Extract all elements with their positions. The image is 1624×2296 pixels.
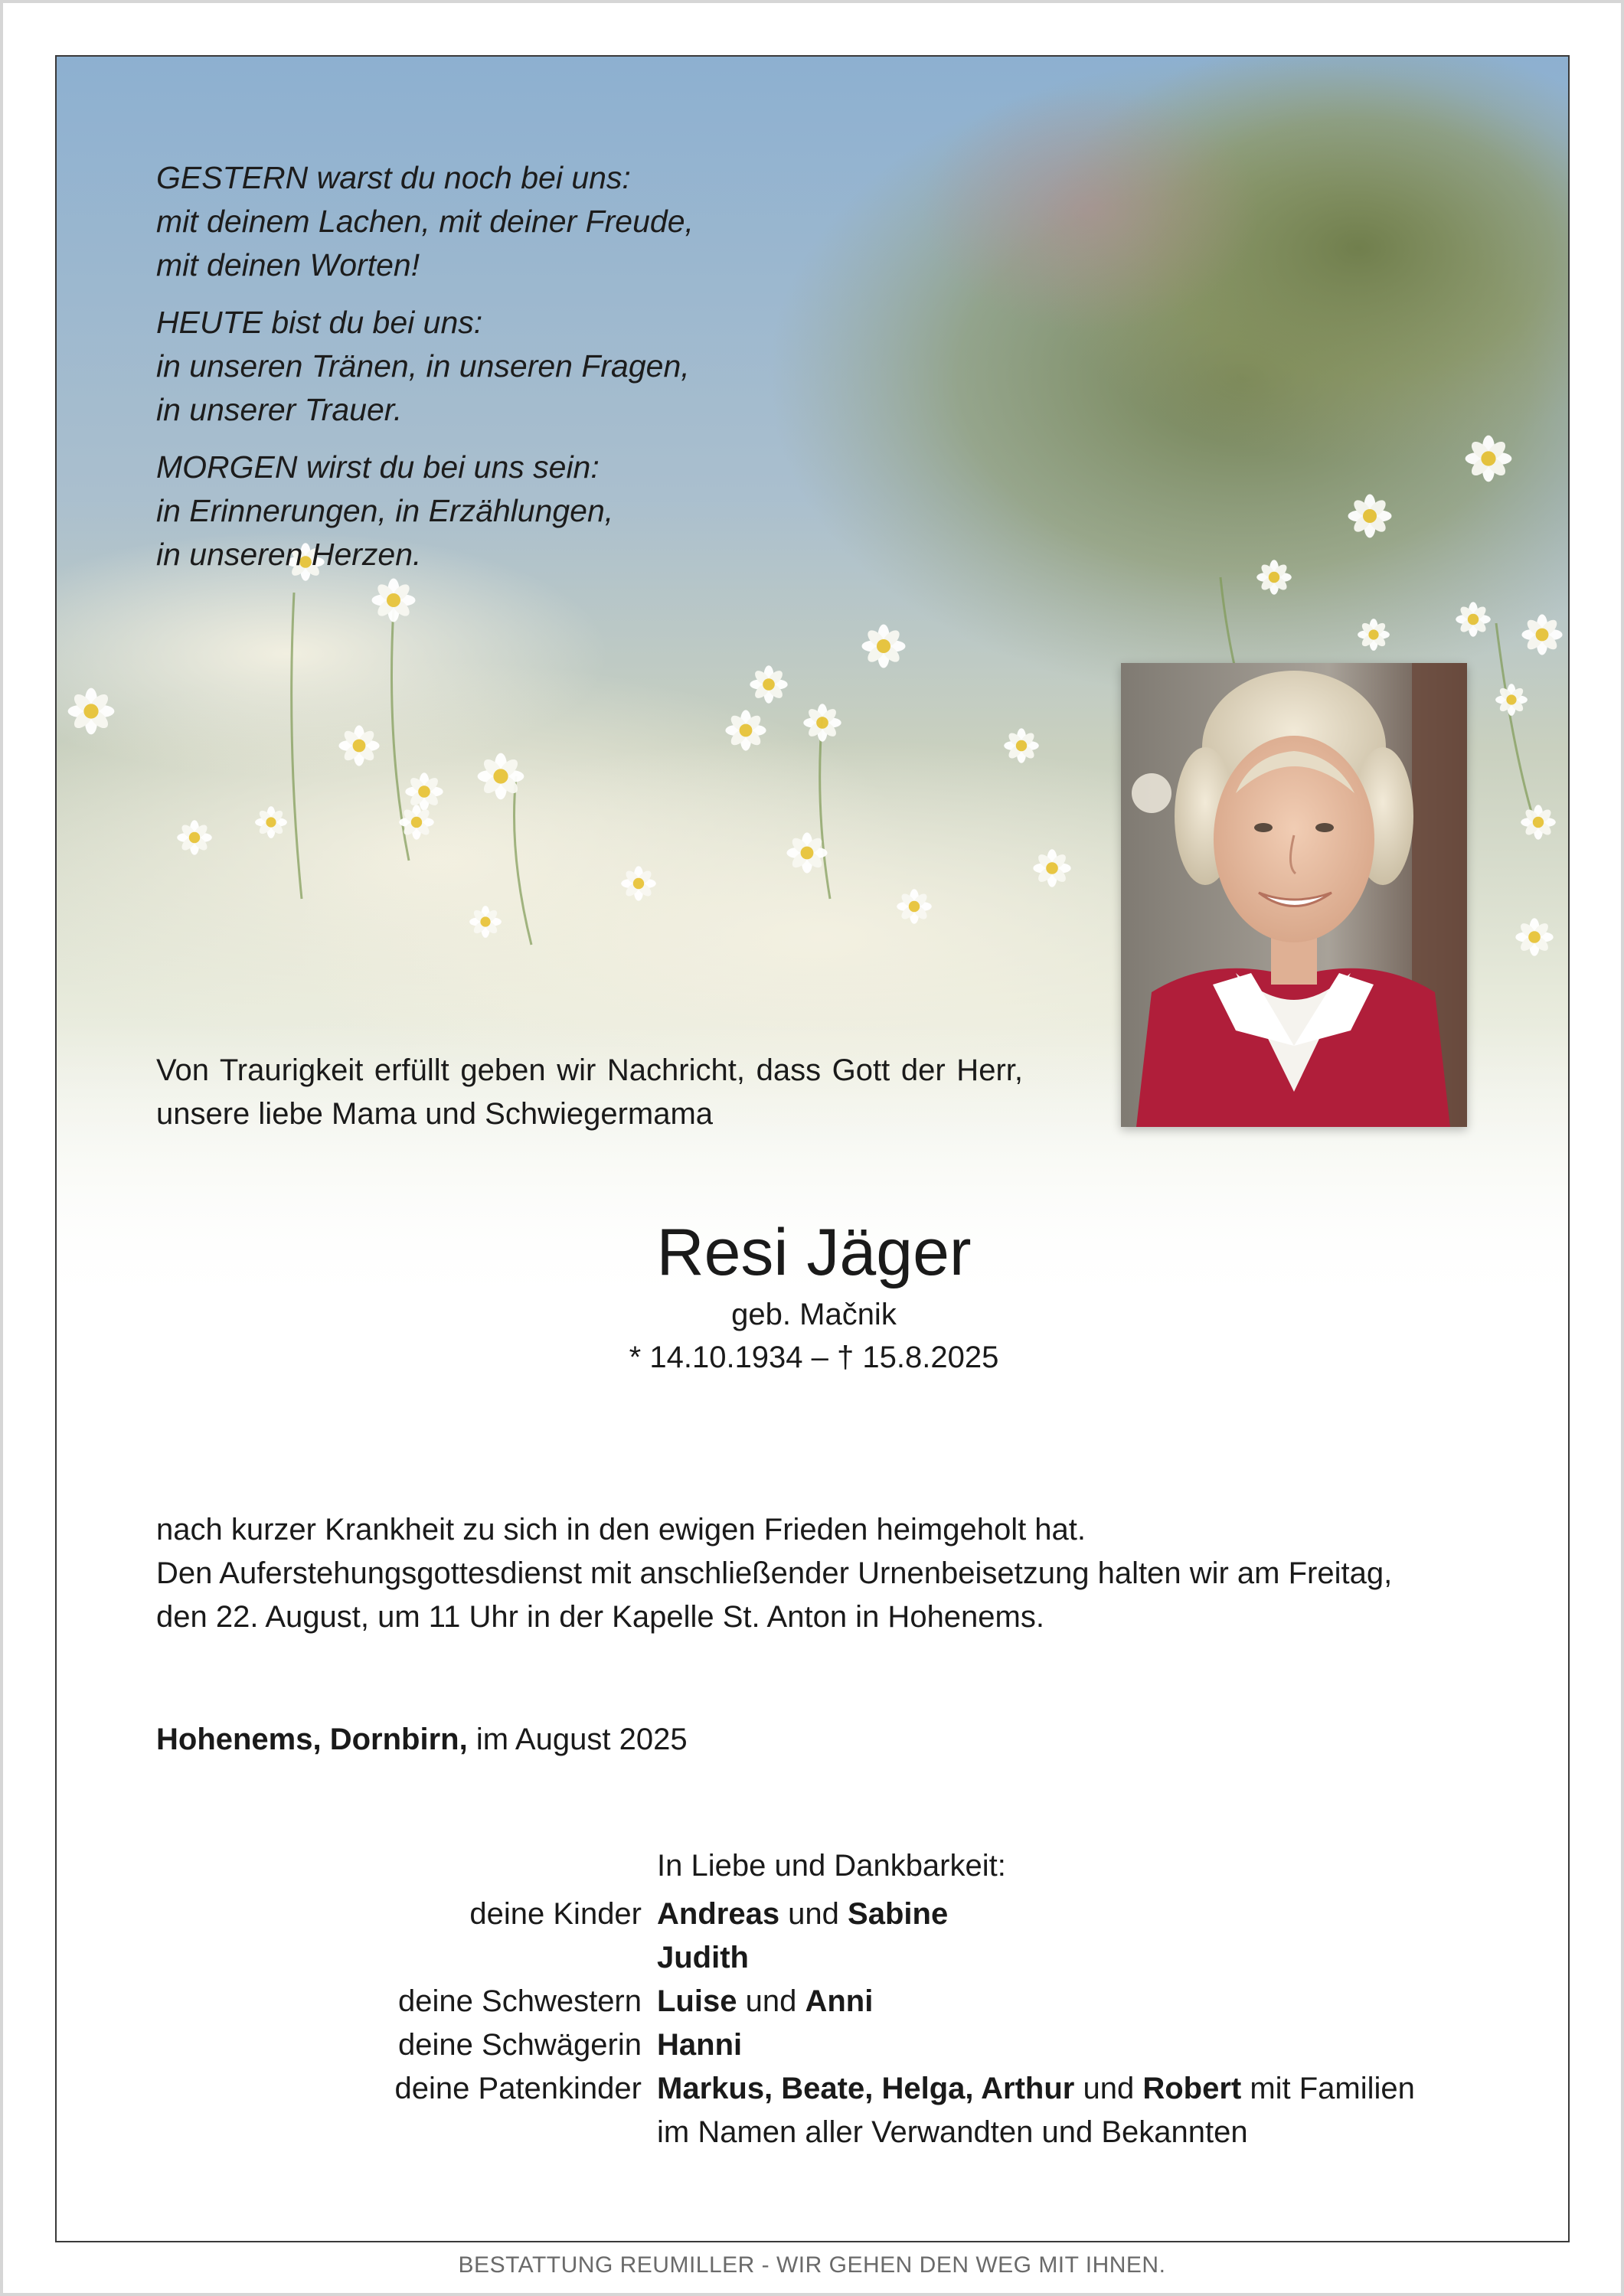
month-year: im August 2025 [467, 1723, 688, 1756]
mourner-label: deine Patenkinder [394, 2072, 642, 2105]
mourner-name: Markus, Beate, Helga, Arthur [657, 2072, 1075, 2105]
mourners-list [57, 1893, 1570, 2154]
mourner-name: Robert [1142, 2072, 1242, 2105]
poem-stanza-yesterday [156, 156, 845, 287]
places: Hohenems, Dornbirn, [156, 1723, 468, 1756]
mourner-row-godchildren [57, 2067, 1570, 2111]
mourner-name: Sabine [848, 1897, 949, 1931]
poem-line: MORGEN wirst du bei uns sein: [156, 449, 600, 485]
mourner-label: deine Schwägerin [398, 2028, 642, 2062]
obituary-card [55, 55, 1570, 2242]
mourner-label: deine Schwestern [398, 1984, 642, 2018]
funeral-home-footer: BESTATTUNG REUMILLER - WIR GEHEN DEN WEG MIT IHNEN. [458, 2252, 1166, 2278]
announcement-intro: Von Traurigkeit erfüllt geben wir Nachricht, dass Gott der Herr, unsere liebe Mama und Schwiegermama [156, 1053, 1023, 1131]
mourner-name: Luise [657, 1984, 737, 2018]
closing-line: im Namen aller Verwandten und Bekannten [657, 2115, 1248, 2149]
mourner-row-sisters [57, 1980, 1570, 2023]
body-line: Den Auferstehungsgottesdienst mit anschließender Urnenbeisetzung halten wir am Freitag, [156, 1556, 1393, 1590]
poem-line: mit deinen Worten! [156, 247, 420, 283]
place-date-line [156, 1718, 688, 1762]
poem-line: in unseren Herzen. [156, 537, 422, 572]
poem-line: in unseren Tränen, in unseren Fragen, [156, 348, 690, 384]
life-dates: * 14.10.1934 – † 15.8.2025 [629, 1341, 999, 1374]
poem-line: HEUTE bist du bei uns: [156, 305, 483, 340]
portrait-photo [1121, 663, 1467, 1127]
mourner-row-children-2 [57, 1936, 1570, 1980]
mourner-names [657, 1980, 873, 2023]
mourner-names [657, 1936, 749, 1980]
mourner-names [657, 2067, 1415, 2111]
conjunction: und [779, 1897, 848, 1931]
mourner-name: Anni [805, 1984, 874, 2018]
mourner-row-sister-in-law [57, 2023, 1570, 2067]
deceased-name: Resi Jäger [656, 1216, 972, 1289]
poem-line: GESTERN warst du noch bei uns: [156, 160, 631, 195]
signoff: In Liebe und Dankbarkeit: [657, 1849, 1006, 1883]
poem-line: mit deinem Lachen, mit deiner Freude, [156, 204, 694, 239]
mourner-row-children [57, 1893, 1570, 1936]
announcement-body [156, 1508, 1504, 1639]
poem-line: in Erinnerungen, in Erzählungen, [156, 493, 614, 528]
poem-stanza-today [156, 301, 845, 432]
poem-stanza-tomorrow [156, 446, 845, 576]
conjunction: und [1074, 2072, 1143, 2105]
body-line: nach kurzer Krankheit zu sich in den ewigen Frieden heimgeholt hat. [156, 1513, 1086, 1546]
mourner-label: deine Kinder [469, 1897, 642, 1931]
memorial-poem [156, 156, 845, 590]
with-families: mit Familien [1241, 2072, 1415, 2105]
mourner-name: Judith [657, 1941, 749, 1974]
body-line: den 22. August, um 11 Uhr in der Kapelle St. Anton in Hohenems. [156, 1600, 1044, 1634]
mourner-name: Andreas [657, 1897, 780, 1931]
mourner-name: Hanni [657, 2028, 743, 2062]
mourner-names [657, 1893, 948, 1936]
poem-line: in unserer Trauer. [156, 392, 403, 427]
mourner-row-closing [57, 2111, 1570, 2154]
conjunction: und [737, 1984, 805, 2018]
birth-name: geb. Mačnik [731, 1298, 897, 1331]
mourner-names [657, 2023, 742, 2067]
